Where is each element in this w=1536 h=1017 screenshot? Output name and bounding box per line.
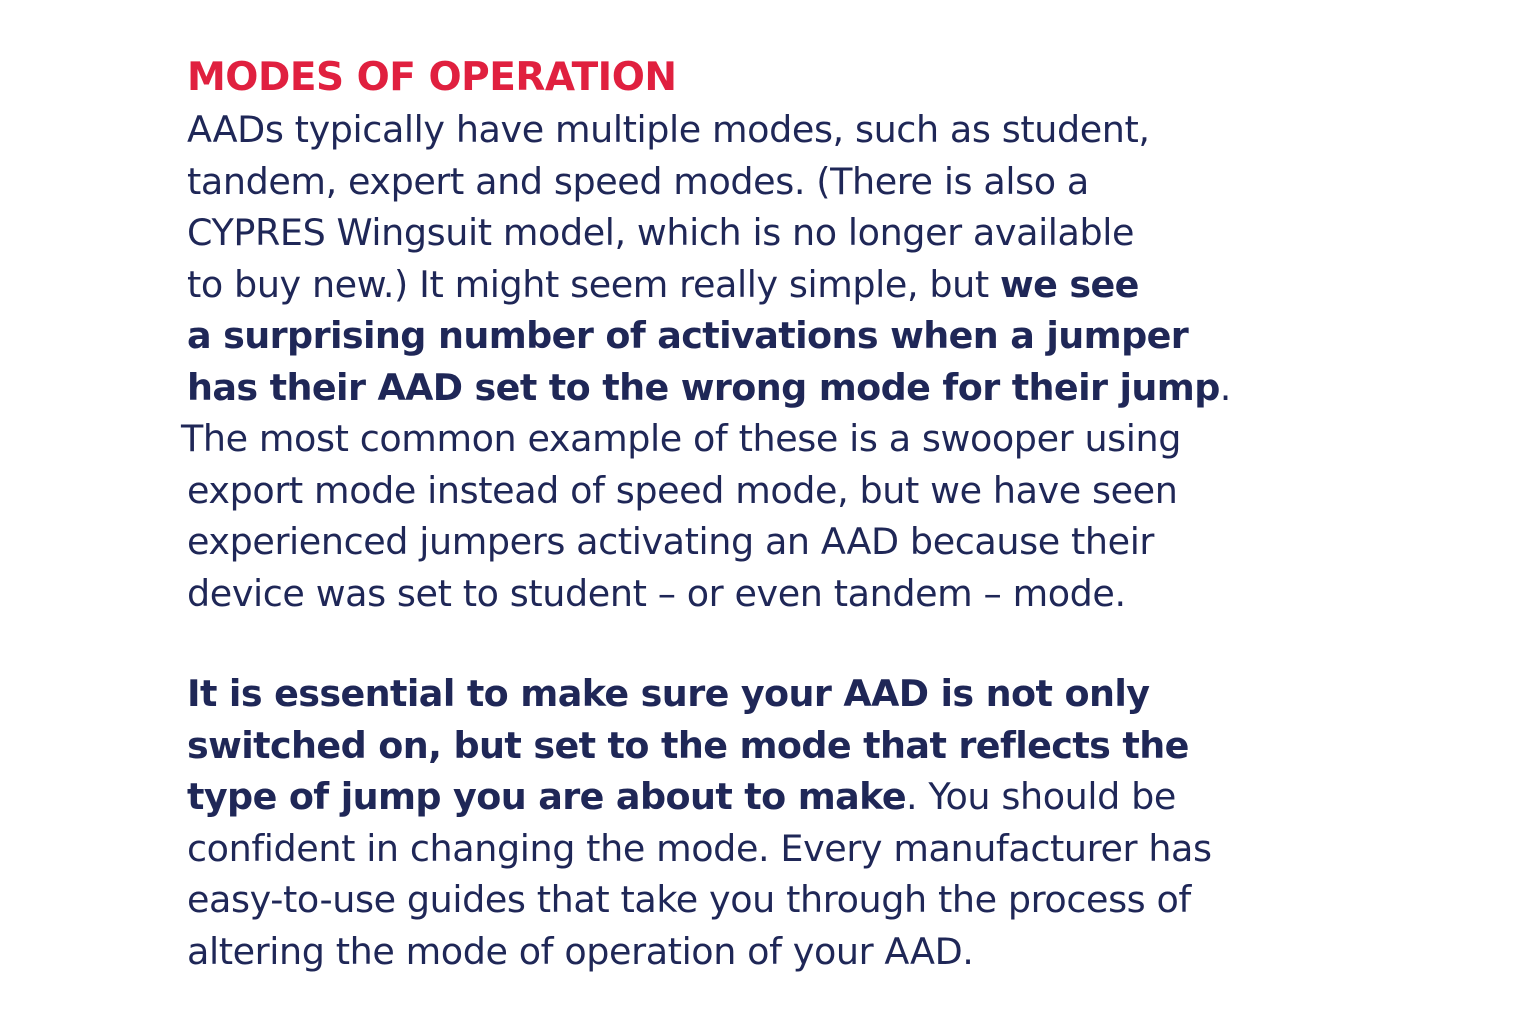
emphasis-text: a surprising number of activations when a jumper (187, 314, 1189, 357)
paragraph-line (187, 771, 1212, 823)
section-heading: MODES OF OPERATION (187, 55, 677, 100)
paragraph-line: AADs typically have multiple modes, such as student, (187, 108, 1150, 151)
paragraph-line (187, 668, 1212, 720)
paragraph-line (187, 362, 1231, 414)
paragraph-text: . (1219, 365, 1231, 409)
paragraph-line: altering the mode of operation of your AAD. (187, 929, 974, 973)
paragraph-line (187, 310, 1231, 362)
emphasis-text: switched on, but set to the mode that reflects the (187, 723, 1189, 767)
paragraph-line: export mode instead of speed mode, but we have seen (187, 468, 1178, 512)
paragraph-text: . You should be (906, 775, 1176, 818)
paragraph-mode-advice (187, 668, 1212, 977)
paragraph-modes-intro (181, 104, 1231, 619)
paragraph-line (187, 720, 1212, 772)
paragraph-line: device was set to student – or even tandem – mode. (187, 571, 1126, 615)
paragraph-line: The most common example of these is a swooper using (181, 417, 1182, 460)
paragraph-line: experienced jumpers activating an AAD because their (187, 520, 1155, 563)
emphasis-text: type of jump you are about to make (187, 775, 907, 818)
paragraph-line (187, 259, 1231, 311)
paragraph-line: confident in changing the mode. Every manufacturer has (187, 826, 1212, 870)
emphasis-text: we see (999, 262, 1139, 306)
emphasis-text: has their AAD set to the wrong mode for their jump (187, 365, 1220, 409)
emphasis-text: It is essential to make sure your AAD is not only (187, 672, 1150, 715)
paragraph-text: to buy new.) It might seem really simple, but (187, 262, 1000, 306)
paragraph-line: tandem, expert and speed modes. (There is also a (187, 159, 1089, 203)
paragraph-line: CYPRES Wingsuit model, which is no longer available (187, 211, 1135, 254)
paragraph-line: easy-to-use guides that take you through the process of (187, 878, 1191, 921)
